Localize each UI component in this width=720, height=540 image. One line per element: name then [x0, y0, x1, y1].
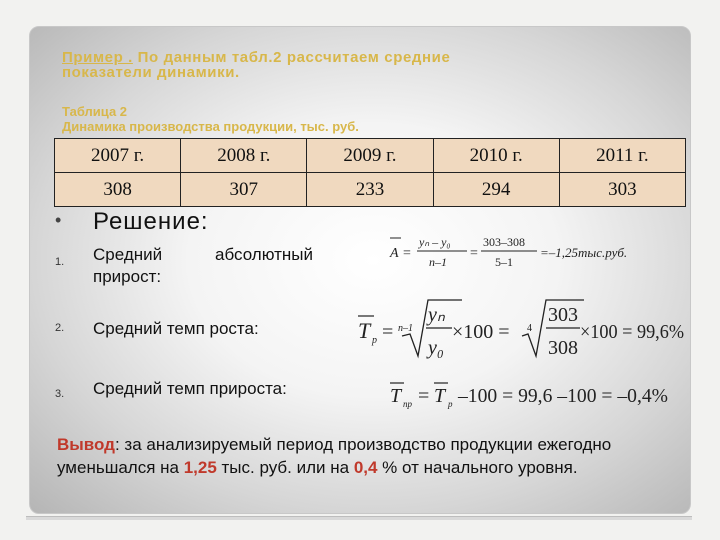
table-caption: [62, 104, 359, 134]
formula-absolute-growth: [385, 230, 665, 274]
conclusion-text-2: тыс. руб. или на: [216, 458, 354, 477]
formula1-numerator: yₙ – y₀: [419, 235, 451, 249]
table-value-cell: 303: [559, 173, 685, 207]
table-value-cell: 307: [181, 173, 307, 207]
formula1-a: A: [390, 246, 399, 261]
formula2-y0: y₀: [428, 337, 444, 359]
formula1-den2: 5–1: [495, 255, 513, 269]
conclusion: [57, 433, 687, 479]
formula1-num2: 303–308: [483, 235, 525, 249]
item-number: 1.: [55, 256, 65, 268]
table-caption-line-1: Таблица 2: [62, 104, 128, 119]
formula3-eq: =: [418, 385, 430, 407]
title-line-1-text: По данным табл.2 рассчитаем средние: [132, 49, 451, 66]
formula2-eq: =: [382, 321, 394, 343]
item-number: 3.: [55, 388, 65, 400]
formula3-sub-p: р: [448, 399, 453, 409]
solution-heading-text: Решение: [93, 208, 201, 235]
table-year-cell: 2007 г.: [55, 139, 181, 173]
table-year-cell: 2011 г.: [559, 139, 685, 173]
formula2-root-index-2: 4: [527, 323, 532, 334]
formula2-x100: ×100 =: [452, 321, 510, 343]
formula1-result: =–1,25тыс.руб.: [540, 245, 628, 260]
conclusion-value-2: 0,4: [353, 458, 378, 477]
production-table: [54, 138, 686, 207]
table-value-row: [55, 173, 686, 207]
formula2-308: 308: [548, 337, 578, 359]
title-prefix: Пример .: [62, 49, 133, 66]
conclusion-value-1: 1,25: [183, 458, 217, 477]
formula-growth-rate: [352, 294, 688, 366]
conclusion-text-3: % от начального уровня.: [377, 458, 578, 477]
formula1-eq2: =: [470, 246, 478, 261]
conclusion-text-1: : за анализируемый период производство продукции ежегодно уменьшался на: [57, 435, 612, 477]
title-line-2: показатели динамики.: [62, 64, 240, 81]
table-caption-line-2: Динамика производства продукции, тыс. руб.: [62, 119, 359, 134]
formula3-T2: T: [434, 385, 446, 407]
table-year-cell: 2010 г.: [433, 139, 559, 173]
solution-bullet: •: [55, 210, 62, 230]
slide-title: [62, 50, 622, 80]
formula3-result: –100 = 99,6 –100 = –0,4%: [457, 385, 668, 407]
item-1-line-2: прирост:: [93, 267, 162, 286]
table-year-cell: 2009 г.: [307, 139, 433, 173]
item-3-text: Средний темп прироста:: [93, 379, 287, 398]
formula1-eq: =: [403, 246, 411, 261]
table-header-row: [55, 139, 686, 173]
table-year-cell: 2008 г.: [181, 139, 307, 173]
conclusion-label: Вывод: [57, 435, 115, 454]
table-value-cell: 233: [307, 173, 433, 207]
item-number: 2.: [55, 322, 65, 334]
formula2-T: T: [358, 318, 371, 343]
formula-growth-increment: [386, 378, 676, 412]
table-value-cell: 308: [55, 173, 181, 207]
formula2-303: 303: [548, 304, 578, 326]
formula2-sub-p: p: [372, 335, 377, 346]
item-2-text: Средний темп роста:: [93, 319, 259, 338]
item-1-line-1a: Средний: [93, 245, 163, 264]
table-value-cell: 294: [433, 173, 559, 207]
solution-heading: [93, 208, 209, 236]
formula2-result: ×100 = 99,6%: [580, 321, 684, 343]
bottom-rule: [26, 516, 692, 520]
formula3-T: T: [390, 385, 402, 407]
formula1-denominator: n–1: [429, 255, 447, 269]
item-1-line-1b: абсолютный: [215, 245, 313, 264]
formula2-root-index: n–1: [398, 323, 413, 334]
title-line-1: [62, 50, 622, 65]
formula2-yn: yₙ: [428, 304, 445, 326]
solution-heading-colon: :: [200, 208, 209, 235]
formula3-sub-pr: пр: [403, 399, 412, 409]
